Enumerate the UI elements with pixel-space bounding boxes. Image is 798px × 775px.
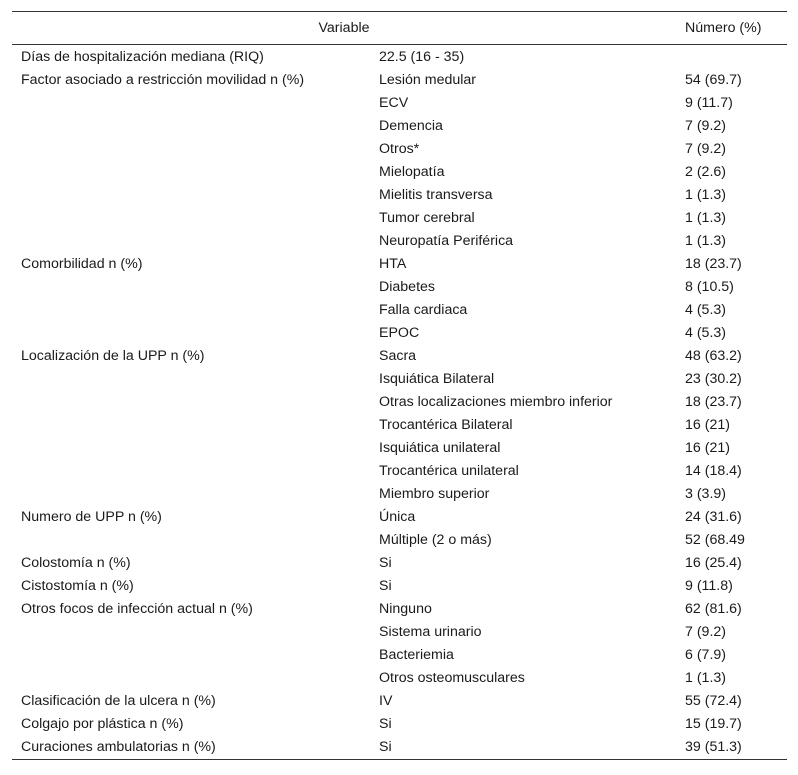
table-row (12, 529, 787, 552)
cell-subcategory: Isquiática unilateral (379, 440, 501, 456)
cell-number: 16 (21) (685, 440, 730, 456)
cell-number: 16 (21) (685, 417, 730, 433)
cell-variable (12, 621, 370, 644)
table-row (12, 69, 787, 92)
cell-variable (12, 138, 370, 161)
cell-variable: Colgajo por plástica n (%) (21, 716, 184, 732)
table-row (12, 690, 787, 713)
cell-variable (12, 161, 370, 184)
cell-variable (12, 230, 370, 253)
cell-subcategory: Única (379, 509, 416, 525)
cell-variable: Localización de la UPP n (%) (21, 348, 205, 364)
table-row (12, 368, 787, 391)
cell-subcategory: Ninguno (379, 601, 432, 617)
cell-number: 1 (1.3) (685, 233, 727, 249)
table-row (12, 667, 787, 690)
table-row (12, 207, 787, 230)
cell-variable (12, 529, 370, 552)
cell-number: 39 (51.3) (676, 736, 787, 760)
cell-number: 7 (9.2) (685, 118, 727, 134)
cell-variable: Cistostomía n (%) (21, 578, 134, 594)
table-row (12, 92, 787, 115)
cell-variable: Días de hospitalización mediana (RIQ) (21, 49, 264, 65)
cell-number: 18 (23.7) (685, 394, 742, 410)
cell-number: 14 (18.4) (685, 463, 742, 479)
cell-number: 7 (9.2) (685, 624, 727, 640)
cell-subcategory: Falla cardiaca (379, 302, 468, 318)
cell-number: 48 (63.2) (685, 348, 742, 364)
cell-number: 1 (1.3) (685, 210, 727, 226)
cell-number: 54 (69.7) (685, 72, 742, 88)
cell-variable: Colostomía n (%) (21, 555, 131, 571)
cell-number: 16 (25.4) (685, 555, 742, 571)
cell-subcategory: HTA (379, 256, 407, 272)
cell-variable (12, 368, 370, 391)
cell-subcategory: Si (379, 555, 392, 571)
cell-number: 23 (30.2) (685, 371, 742, 387)
cell-subcategory: EPOC (379, 325, 420, 341)
cell-subcategory: Sistema urinario (379, 624, 482, 640)
cell-subcategory: Demencia (379, 118, 443, 134)
cell-variable (12, 414, 370, 437)
cell-variable (12, 483, 370, 506)
cell-number: 8 (10.5) (685, 279, 734, 295)
table-row (12, 345, 787, 368)
cell-number: 3 (3.9) (685, 486, 727, 502)
table-row (12, 437, 787, 460)
table-row (12, 460, 787, 483)
cell-variable (12, 644, 370, 667)
table-row (12, 391, 787, 414)
table-row (12, 483, 787, 506)
cell-variable (12, 184, 370, 207)
cell-subcategory: Neuropatía Periférica (379, 233, 514, 249)
cell-subcategory: Si (370, 736, 676, 760)
cell-subcategory: 22.5 (16 - 35) (379, 49, 465, 65)
table-row (12, 115, 787, 138)
table-row (12, 184, 787, 207)
table-row (12, 506, 787, 529)
header-row (12, 12, 787, 45)
cell-variable: Otros focos de infección actual n (%) (21, 601, 253, 617)
cell-subcategory: Mielopatía (379, 164, 445, 180)
cell-number: 9 (11.7) (685, 95, 733, 111)
cell-variable: Clasificación de la ulcera n (%) (21, 693, 216, 709)
cell-variable (12, 391, 370, 414)
table-row (12, 644, 787, 667)
table-row (12, 414, 787, 437)
table-row (12, 276, 787, 299)
cell-variable (12, 299, 370, 322)
cell-number: 9 (11.8) (685, 578, 733, 594)
cell-number: 7 (9.2) (685, 141, 727, 157)
cell-number: 18 (23.7) (685, 256, 742, 272)
table-row (12, 138, 787, 161)
table-header (12, 12, 787, 45)
table-row (12, 552, 787, 575)
table-row (12, 253, 787, 276)
table-row (12, 736, 787, 760)
table-row (12, 322, 787, 345)
table-row (12, 299, 787, 322)
cell-number: 24 (31.6) (685, 509, 742, 525)
cell-number: 6 (7.9) (685, 647, 727, 663)
data-table (12, 11, 787, 760)
cell-number: 55 (72.4) (685, 693, 742, 709)
cell-subcategory: Isquiática Bilateral (379, 371, 495, 387)
cell-variable: Numero de UPP n (%) (21, 509, 162, 525)
cell-subcategory: Otros* (379, 141, 420, 157)
cell-number: 2 (2.6) (685, 164, 727, 180)
cell-number: 1 (1.3) (685, 670, 727, 686)
cell-subcategory: Otras localizaciones miembro inferior (379, 394, 613, 410)
cell-variable (12, 460, 370, 483)
cell-subcategory: Trocantérica unilateral (379, 463, 519, 479)
cell-variable (12, 437, 370, 460)
cell-number: 4 (5.3) (685, 302, 727, 318)
table-row (12, 575, 787, 598)
cell-subcategory: Lesión medular (379, 72, 477, 88)
cell-subcategory: Diabetes (379, 279, 435, 295)
cell-subcategory: Si (379, 578, 392, 594)
cell-variable (12, 207, 370, 230)
cell-variable: Curaciones ambulatorias n (%) (12, 736, 370, 760)
cell-subcategory: Tumor cerebral (379, 210, 475, 226)
cell-subcategory: Sacra (379, 348, 417, 364)
table-row (12, 713, 787, 736)
cell-number (676, 45, 787, 70)
table-row (12, 161, 787, 184)
cell-subcategory: Otros osteomusculares (379, 670, 525, 686)
cell-variable (12, 115, 370, 138)
cell-variable (12, 276, 370, 299)
cell-variable: Comorbilidad n (%) (21, 256, 143, 272)
cell-subcategory: Miembro superior (379, 486, 490, 502)
cell-number: 62 (81.6) (685, 601, 742, 617)
cell-subcategory: Si (379, 716, 392, 732)
cell-number: 15 (19.7) (685, 716, 742, 732)
header-variable: Variable (12, 12, 676, 45)
cell-variable (12, 92, 370, 115)
cell-number: 52 (68.49 (685, 532, 745, 548)
cell-subcategory: IV (379, 693, 393, 709)
cell-subcategory: Mielitis transversa (379, 187, 493, 203)
data-table-container (12, 11, 787, 760)
cell-number: 1 (1.3) (685, 187, 727, 203)
table-row (12, 45, 787, 70)
header-numero: Número (%) (676, 12, 787, 45)
table-body (12, 45, 787, 760)
cell-subcategory: Múltiple (2 o más) (379, 532, 492, 548)
table-row (12, 621, 787, 644)
cell-variable: Factor asociado a restricción movilidad n (%) (21, 72, 305, 88)
table-row (12, 230, 787, 253)
cell-variable (12, 667, 370, 690)
table-row (12, 598, 787, 621)
cell-subcategory: Bacteriemia (379, 647, 454, 663)
cell-variable (12, 322, 370, 345)
cell-subcategory: Trocantérica Bilateral (379, 417, 513, 433)
cell-number: 4 (5.3) (685, 325, 727, 341)
cell-subcategory: ECV (379, 95, 409, 111)
